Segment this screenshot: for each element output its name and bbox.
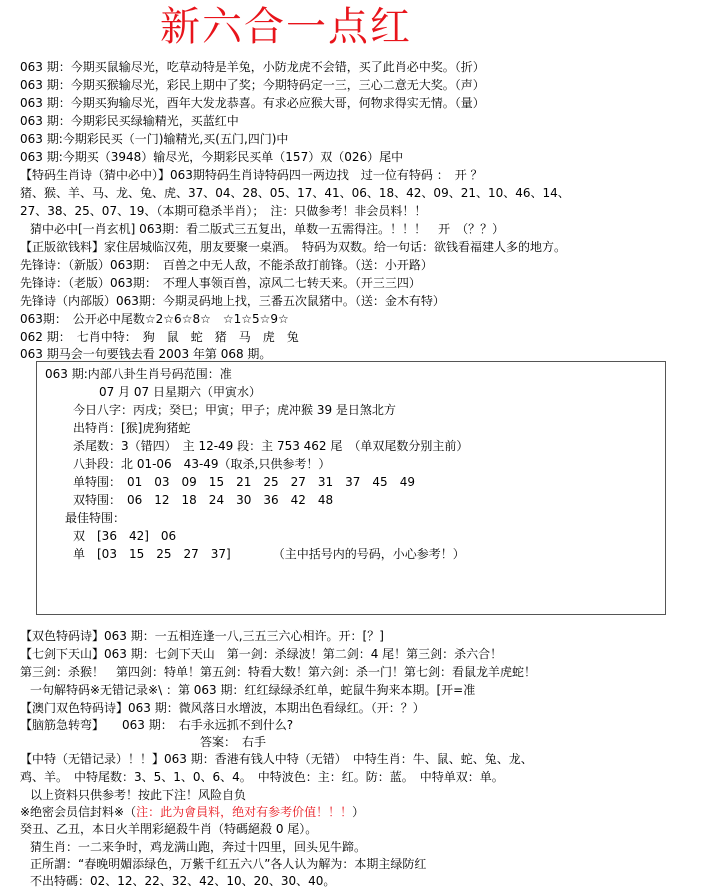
- text-line: 先锋诗：（新版）063期： 百兽之中无人敌，不能杀敌打前锋。（送：小开路）: [20, 258, 433, 272]
- text-line: 先锋诗：（老版）063期： 不理人事领百兽，凉风二七转天来。（开三三四）: [20, 276, 421, 290]
- text-segment: ）: [352, 805, 365, 819]
- text-line: 癸丑、乙丑，本日火羊閈彩絕殺牛肖（特碼絕殺 0 尾）。: [20, 822, 318, 836]
- box-line: 07 月 07 日星期六（甲寅水）: [99, 385, 261, 399]
- box-line: 出特肖：[猴]虎狗猪蛇: [73, 421, 191, 435]
- text-line: 063 期:今期彩民买（一门)输精光,买(五门,四门)中: [20, 132, 289, 146]
- text-line: 【中特（无错记录）！！】063 期：香港有钱人中特（无错） 中特生肖：牛、鼠、蛇、兔、龙、: [20, 752, 533, 766]
- text-line: 【特码生肖诗（猜中必中）】063期特码生肖诗特码四一两边找 过一位有特码 ： 开 ？: [20, 168, 483, 182]
- box-line: 单特围： 01 03 09 15 21 25 27 31 37 45 49: [73, 475, 415, 489]
- text-line: 062 期： 七肖中特： 狗 鼠 蛇 猪 马 虎 兔: [20, 330, 299, 344]
- page-title: 新六合一点红: [160, 4, 412, 50]
- text-line: 063期： 公开必中尾数☆2☆6☆8☆ ☆1☆5☆9☆: [20, 312, 289, 326]
- text-line: 猜生肖：一二来争时，鸡龙满山跑，奔过十四里，回头见牛蹄。: [30, 840, 367, 854]
- text-line: 猜中必中[一肖玄机] 063期：看二版式三五复出，单数一五需得注。！！！ 开 （？？）: [30, 222, 505, 236]
- box-line: 今日八字：丙戌；癸巳；甲寅；甲子；虎冲猴 39 是日煞北方: [73, 403, 396, 417]
- box-line: 杀尾数：3（错四） 主 12-49 段：主 753 462 尾 （单双尾数分别主前）: [73, 439, 469, 453]
- box-line: 双 [36 42] 06: [73, 529, 177, 543]
- text-line: 【澳门双色特码诗】063 期：微风落日水增波，本期出色看绿红。（开：？）: [20, 701, 425, 715]
- box-line: 063 期:内部八卦生肖号码范围：准: [45, 367, 232, 381]
- text-line: 063 期马会一句要钱去看 2003 年第 068 期。: [20, 347, 272, 361]
- text-line: 正所謂：“春晚明媚添绿色，万紫千红五六八”各人认为解为：本期主绿防红: [30, 857, 427, 871]
- text-line: 不出特碼：02、12、22、32、42、10、20、30、40。: [30, 874, 336, 888]
- bagua-info-box: [36, 361, 666, 615]
- text-line: 先锋诗（内部版）063期：今期灵码地上找，三番五次鼠猪中。（送：金木有特）: [20, 294, 445, 308]
- text-line: 一句解特码※无错记录※\ ：第 063 期：红红绿绿杀红单，蛇鼠牛狗来本期。[开=准: [30, 683, 476, 697]
- text-line: 063 期:今期买（3948）输尽光，今期彩民买单（157）双（026）尾中: [20, 150, 404, 164]
- text-line: 063 期：今期买猴输尽光，彩民上期中了奖；今期特码定一三，三心二意无大奖。（声）: [20, 78, 485, 92]
- box-line: 单 [03 15 25 27 37] （主中括号内的号码，小心参考！）: [73, 547, 465, 561]
- box-line: 最佳特围：: [65, 511, 126, 525]
- text-line: 答案： 右手: [200, 735, 267, 749]
- text-line: 063 期：今期彩民买绿输精光，买蓝红中: [20, 114, 239, 128]
- text-line: 以上资料只供参考！按此下注！风险自负: [30, 788, 247, 802]
- text-line: 鸡、羊。 中特尾数：3、5、1、0、6、4。 中特波色：主：红。防：蓝。 中特单双：单。: [20, 770, 504, 784]
- text-line: [20, 803, 364, 821]
- text-line: 063 期：今期买狗输尽光，酉年大发龙恭喜。有求必应猴大哥，何物求得实无情。（量）: [20, 96, 485, 110]
- box-line: 八卦段：北 01-06 43-49（取杀,只供参考！）: [73, 457, 331, 471]
- text-line: 【正版欲钱料】家住居城临汉苑，朋友要聚一桌酒。 特码为双数。给一句话：欲钱看福建人多的地方。: [20, 240, 567, 254]
- text-line: 【七剑下天山】063 期：七剑下天山 第一剑：杀绿波！第二剑：4 尾！第三剑：杀六合！: [20, 647, 503, 661]
- text-line: 063 期：今期买鼠输尽光，吃草动特是羊兔，小防龙虎不会错，买了此肖必中奖。（折）: [20, 60, 485, 74]
- box-line: 双特围： 06 12 18 24 30 36 42 48: [73, 493, 334, 507]
- text-line: 【脑筋急转弯】 063 期： 右手永远抓不到什么?: [20, 718, 294, 732]
- text-segment: ※绝密会员信封料※（: [20, 805, 137, 819]
- text-line: 第三剑：杀猴！ 第四剑：特单！第五剑：特看大数！第六剑：杀一门！第七剑：看鼠龙羊虎蛇！: [20, 665, 537, 679]
- text-line: 【双色特码诗】063 期：一五相连逢一八,三五三六心相许。开：[？]: [20, 629, 384, 643]
- highlight-note: 注：此为會員料，绝对有参考价值！！！: [136, 805, 353, 819]
- text-line: 猪、猴、羊、马、龙、兔、虎、37、04、28、05、17、41、06、18、42、09、21、10、46、14、: [20, 186, 570, 200]
- text-line: 27、38、25、07、19、（本期可稳杀半肖）； 注：只做参考！非会员料！！: [20, 204, 427, 218]
